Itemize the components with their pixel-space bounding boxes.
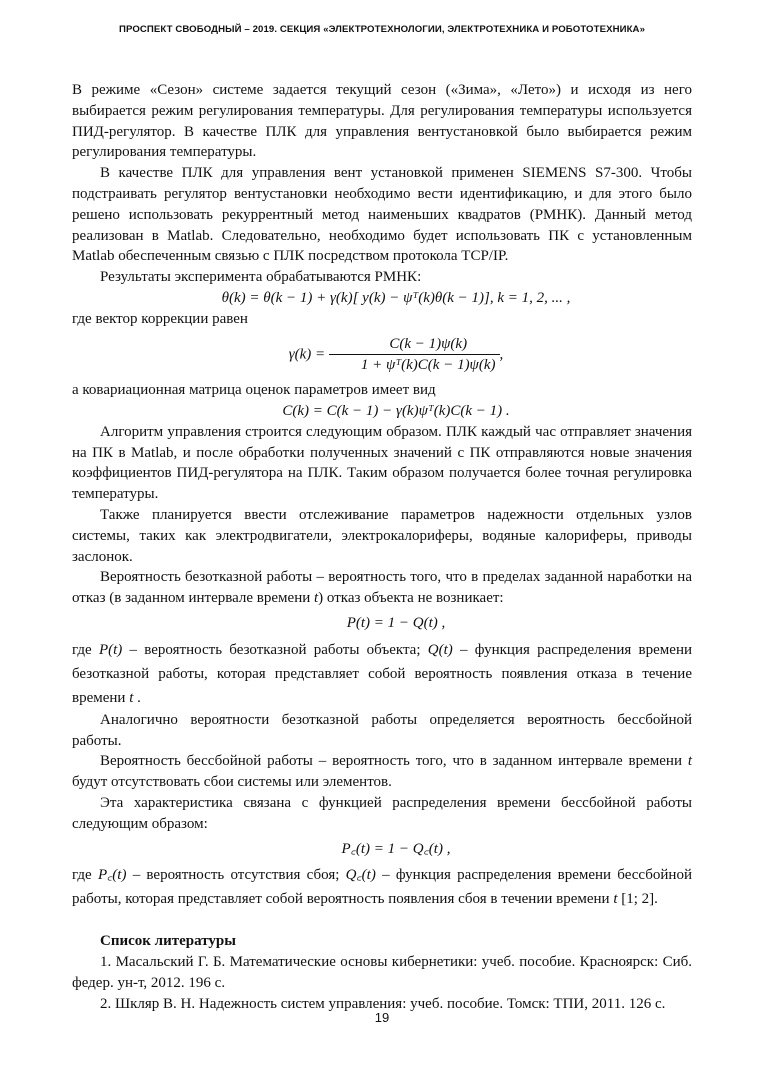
paragraph: Результаты эксперимента обрабатываются РМНК:	[100, 269, 422, 286]
paragraph: В режиме «Сезон» системе задается текущий сезон («Зима», «Лето») и исходя из него выбирается режим регулирования температуры. Для регулирования температуры используется ПИД-регулятор. В качестве ПЛК для управления вентустановкой было выбирается режим регулирования температуры.	[72, 82, 692, 161]
formula-lhs: γ(k) =	[288, 346, 326, 363]
text: – вероятность безотказной работы объекта;	[122, 641, 428, 658]
text: [1; 2].	[617, 891, 658, 908]
paragraph: Алгоритм управления строится следующим образом. ПЛК каждый час отправляет значения на ПК в Matlab, и после обработки полученных значений с ПК отправляются новые значения коэффициентов ПИД-регулятора на ПЛК. Таким образом получается более точная регулировка температуры.	[72, 423, 692, 503]
text: ) отказ объекта не возникает:	[318, 590, 504, 607]
var: t	[129, 689, 134, 706]
var: P(t)	[98, 641, 123, 658]
formula-tail: ,	[499, 346, 504, 363]
reference-item: 2. Шкляр В. Н. Надежность систем управления: учеб. пособие. Томск: ТПИ, 2011. 126 с.	[100, 995, 666, 1012]
paragraph: Аналогично вероятности безотказной работы определяется вероятность бессбойной работы.	[72, 711, 692, 749]
text: .	[133, 689, 141, 706]
text: Вероятность бессбойной работы – вероятность того, что в заданном интервале времени	[100, 753, 688, 770]
text: Вероятность безотказной работы – вероятность того, что в пределах заданной наработки на отказ (в заданном интервале времени	[72, 569, 692, 607]
paragraph	[72, 751, 692, 793]
paragraph: а ковариационная матрица оценок параметров имеет вид	[72, 382, 436, 399]
text: где	[72, 641, 99, 658]
var: t	[314, 590, 319, 607]
var: t	[613, 891, 618, 908]
numerator: C(k − 1)ψ(k)	[329, 334, 500, 356]
text: где	[72, 867, 98, 884]
paragraph	[72, 863, 692, 911]
var: Q(t)	[427, 641, 453, 658]
formula-gamma	[72, 332, 692, 379]
denominator: 1 + ψᵀ(k)C(k − 1)ψ(k)	[360, 357, 496, 374]
text: будут отсутствовать сбои системы или элементов.	[72, 774, 392, 791]
formula-theta: θ(k) = θ(k − 1) + γ(k)[ y(k) − ψᵀ(k)θ(k − 1)], k = 1, 2, ... ,	[221, 289, 571, 306]
page-body	[72, 80, 692, 1014]
text: – функция распределения времени безотказной работы, которая представляет собой вероятность появления отказа в течение времени	[72, 641, 693, 706]
running-header: ПРОСПЕКТ СВОБОДНЫЙ – 2019. СЕКЦИЯ «ЭЛЕКТРОТЕХНОЛОГИИ, ЭЛЕКТРОТЕХНИКА И РОБОТОТЕХНИКА»	[118, 24, 646, 35]
text: – функция распределения времени бессбойной работы, которая представляет собой вероятность появления сбоя в течении времени	[72, 867, 692, 908]
text: – вероятность отсутствия сбоя;	[126, 867, 346, 884]
paragraph: Также планируется ввести отслеживание параметров надежности отдельных узлов системы, таких как электродвигатели, электрокалориферы, водяные калориферы, приводы заслонок.	[72, 506, 692, 565]
paragraph	[72, 638, 692, 710]
var: Q꜀(t)	[345, 867, 376, 884]
reference-item: 1. Масальский Г. Б. Математические основы кибернетики: учеб. пособие. Красноярск: Сиб. федер. ун-т, 2012. 196 с.	[72, 954, 692, 991]
formula-failfree: P꜀(t) = 1 − Q꜀(t) ,	[341, 840, 451, 857]
formula-reliability: P(t) = 1 − Q(t) ,	[346, 614, 446, 631]
formula-covariance: C(k) = C(k − 1) − γ(k)ψᵀ(k)C(k − 1) .	[282, 402, 510, 419]
page-number: 19	[374, 1010, 390, 1025]
paragraph: где вектор коррекции равен	[72, 310, 248, 327]
paragraph	[72, 567, 692, 609]
var: t	[687, 753, 692, 770]
references-title: Список литературы	[100, 933, 236, 950]
var: P꜀(t)	[97, 867, 127, 884]
fraction	[329, 334, 500, 377]
paragraph: Эта характеристика связана с функцией распределения времени бессбойной работы следующим образом:	[72, 794, 692, 832]
paragraph: В качестве ПЛК для управления вент установкой применен SIEMENS S7-300. Чтобы подстраивать регулятор вентустановки необходимо вести идентификацию, и для этого было решено использовать рекуррентный метод наименьших квадратов (РМНК). Данный метод реализован в Matlab. Следовательно, необходимо будет использовать ПК с установленным Matlab обеспеченным связью с ПЛК посредством протокола TCP/IP.	[72, 165, 692, 265]
